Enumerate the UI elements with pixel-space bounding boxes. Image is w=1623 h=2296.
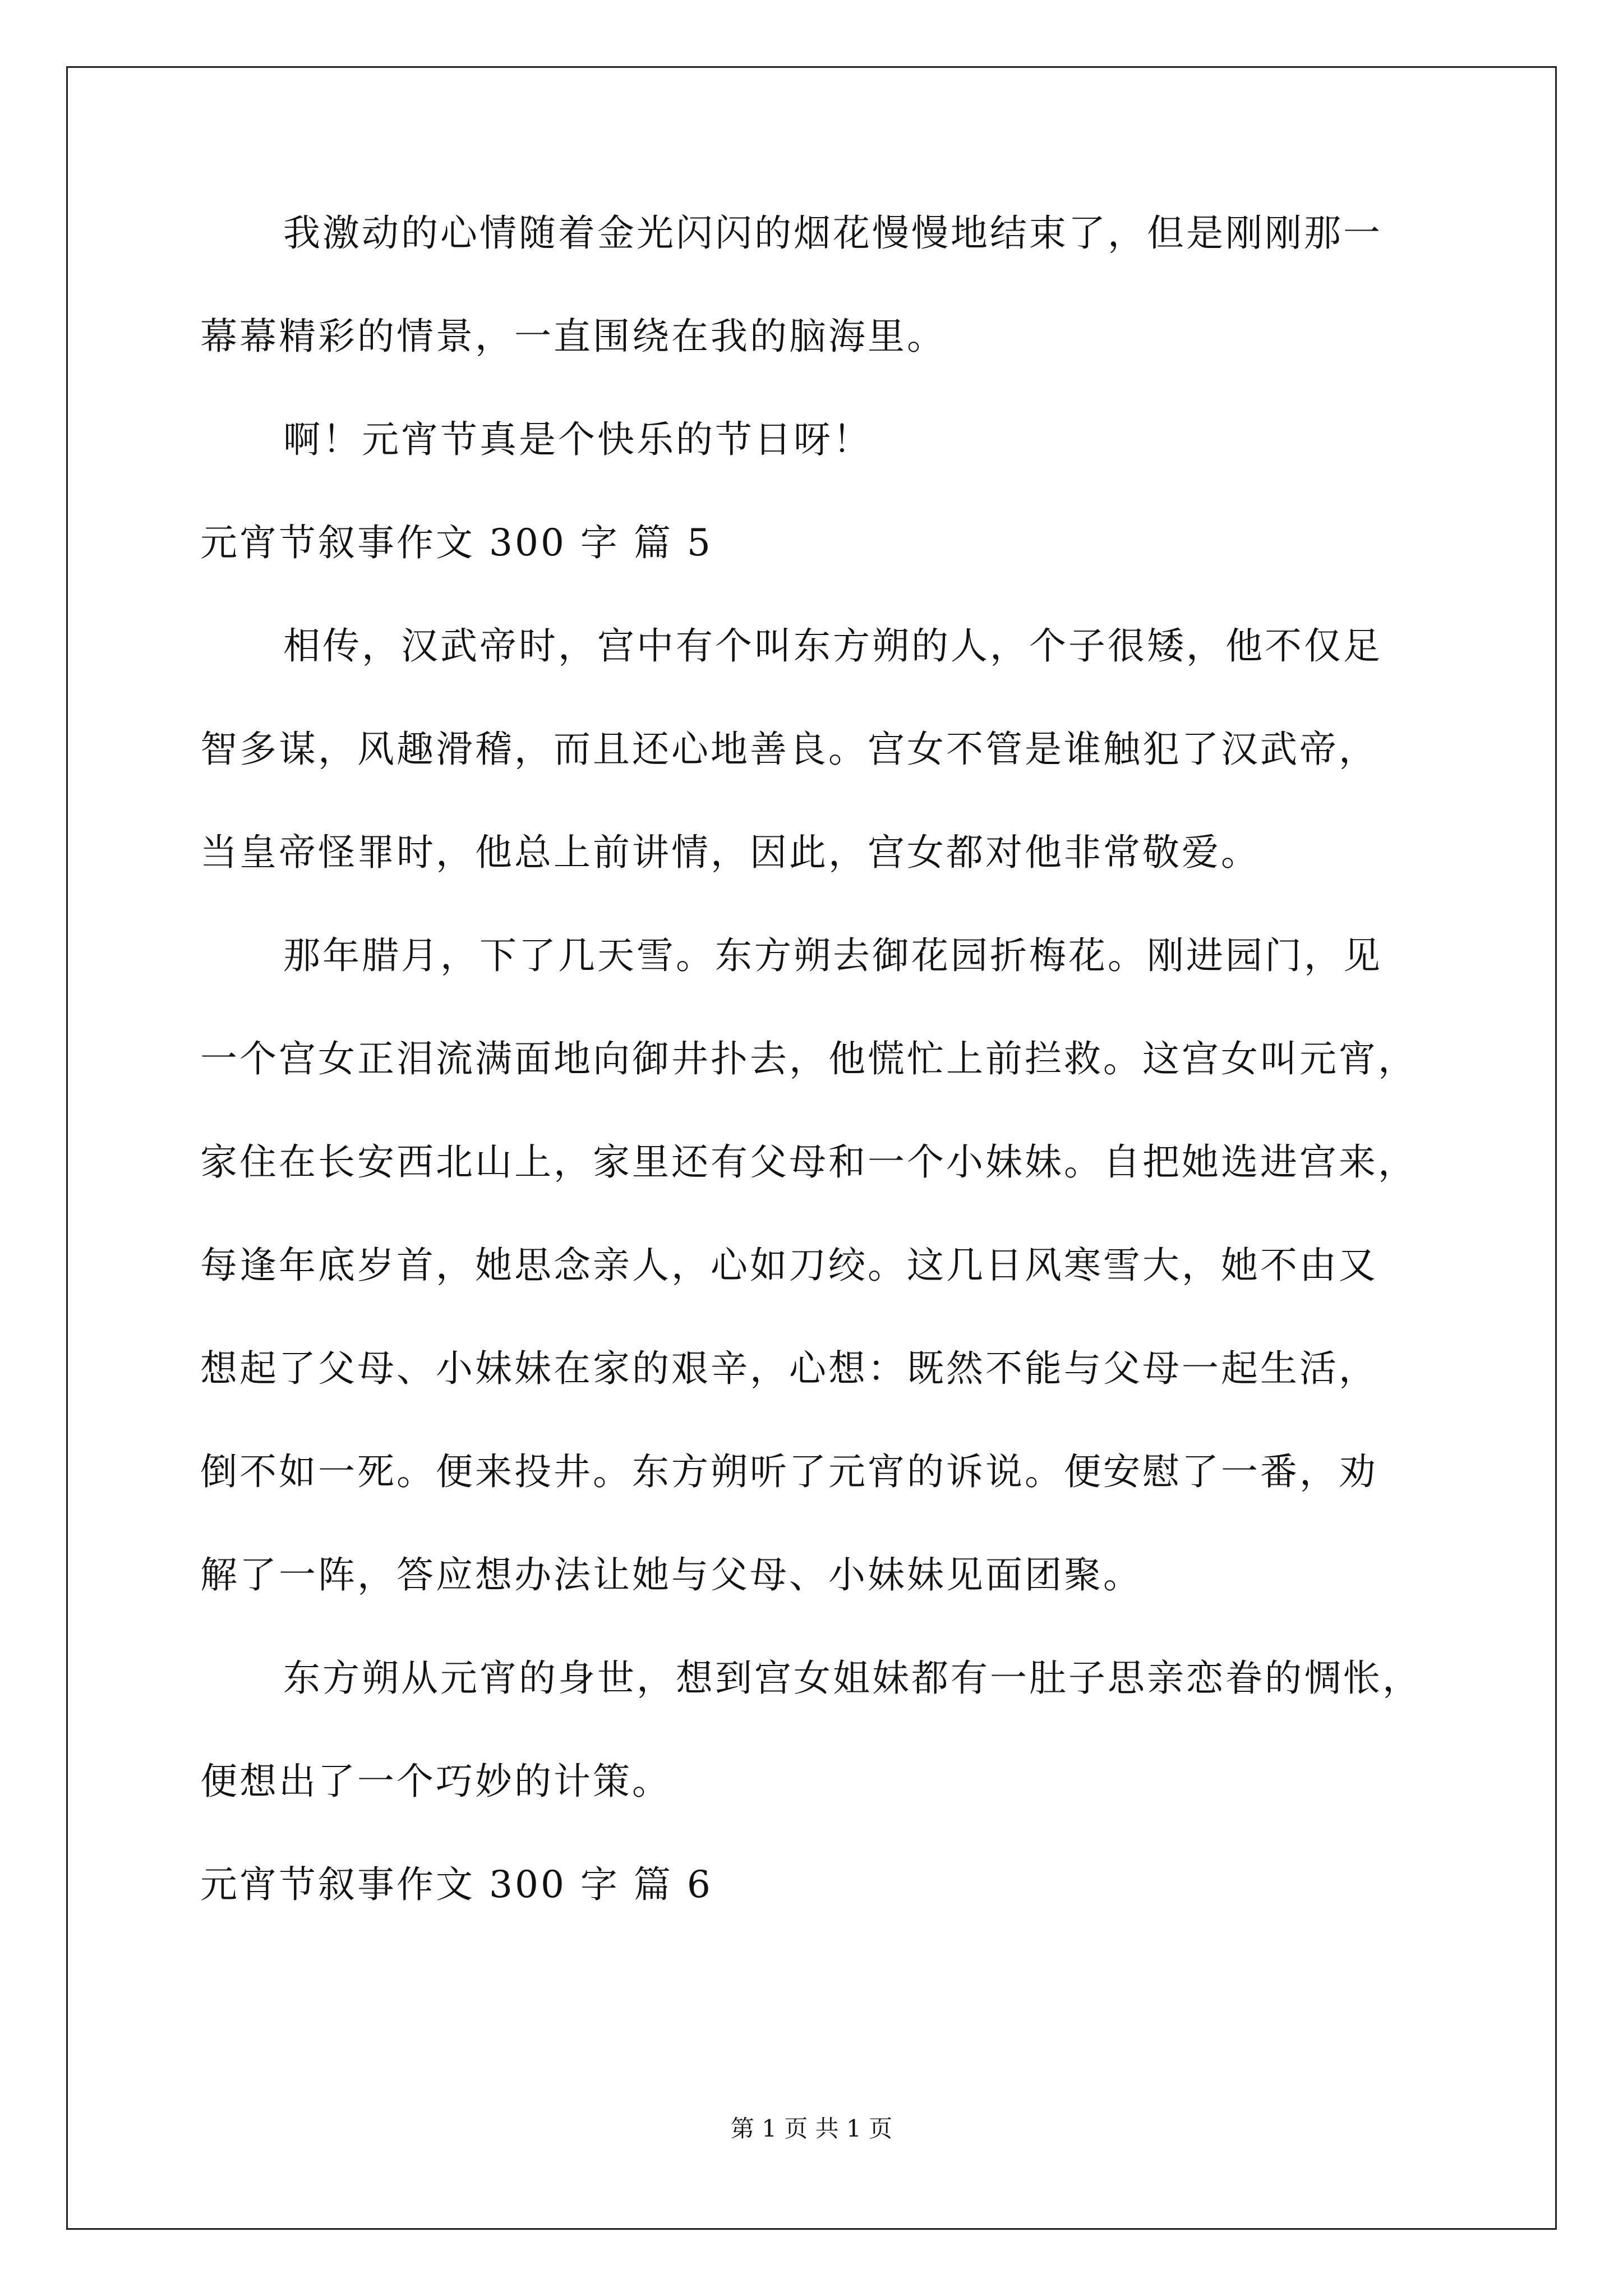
paragraph-line: 我激动的心情随着金光闪闪的烟花慢慢地结束了，但是刚刚那一 (283, 211, 1382, 255)
paragraph-line: 想起了父母、小妹妹在家的艰辛，心想：既然不能与父母一起生活， (200, 1347, 1378, 1390)
document-body (200, 208, 1468, 1911)
paragraph-line: 每逢年底岁首，她思念亲人，心如刀绞。这几日风寒雪大，她不由又 (200, 1244, 1378, 1287)
paragraph-line: 幕幕精彩的情景，一直围绕在我的脑海里。 (200, 315, 946, 358)
page-footer: 第 1 页 共 1 页 (730, 2115, 893, 2142)
paragraph-line: 那年腊月，下了几天雪。东方朔去御花园折梅花。刚进园门，见 (283, 934, 1382, 977)
paragraph-line: 东方朔从元宵的身世，想到宫女姐妹都有一肚子思亲恋眷的惆怅， (283, 1657, 1422, 1700)
paragraph-line: 相传，汉武帝时，宫中有个叫东方朔的人，个子很矮，他不仅足 (283, 624, 1382, 668)
paragraph-line: 便想出了一个巧妙的计策。 (200, 1760, 671, 1803)
section-heading: 元宵节叙事作文 300 字 篇 5 (200, 521, 713, 564)
paragraph-line: 倒不如一死。便来投井。东方朔听了元宵的诉说。便安慰了一番，劝 (200, 1450, 1378, 1493)
paragraph-line: 啊！元宵节真是个快乐的节日呀！ (283, 418, 872, 461)
paragraph-line: 解了一阵，答应想办法让她与父母、小妹妹见面团聚。 (200, 1553, 1142, 1596)
paragraph-line: 一个宫女正泪流满面地向御井扑去，他慌忙上前拦救。这宫女叫元宵， (200, 1037, 1417, 1080)
paragraph-line: 家住在长安西北山上，家里还有父母和一个小妹妹。自把她选进宫来， (200, 1140, 1417, 1184)
section-heading: 元宵节叙事作文 300 字 篇 6 (200, 1863, 713, 1906)
paragraph-line: 智多谋，风趣滑稽，而且还心地善良。宫女不管是谁触犯了汉武帝， (200, 728, 1378, 771)
paragraph-line: 当皇帝怪罪时，他总上前讲情，因此，宫女都对他非常敬爱。 (200, 831, 1260, 874)
